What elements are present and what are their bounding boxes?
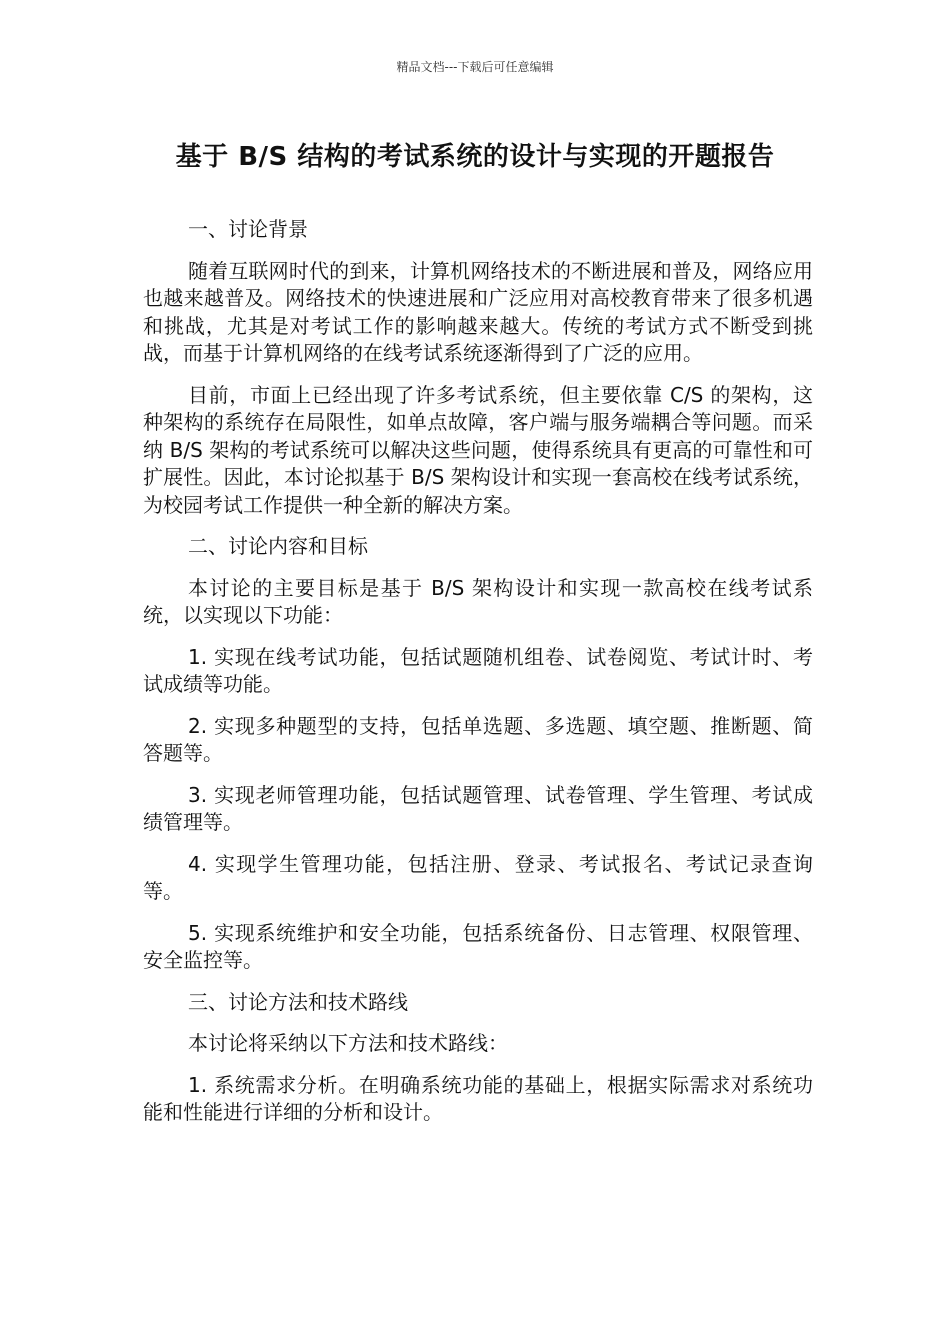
list-item-goal-5: 5. 实现系统维护和安全功能，包括系统备份、日志管理、权限管理、安全监控等。 bbox=[143, 920, 813, 972]
section-heading-content-goals: 二、讨论内容和目标 bbox=[188, 534, 368, 558]
list-item-method-1: 1. 系统需求分析。在明确系统功能的基础上，根据实际需求对系统功能和性能进行详细的分析和设计。 bbox=[143, 1072, 813, 1124]
paragraph-background-2: 目前，市面上已经出现了许多考试系统，但主要依靠 C/S 的架构，这种架构的系统存在局限性，如单点故障，客户端与服务端耦合等问题。而采纳 B/S 架构的考试系统可以解决这些问题，使得系统具有更高的可靠性和可扩展性。因此，本讨论拟基于 B/S 架构设计和实现一套高校在线考试系统，为校园考试工作提供一种全新的解决方案。 bbox=[143, 382, 813, 517]
paragraph-methods-intro: 本讨论将采纳以下方法和技术路线： bbox=[188, 1031, 508, 1055]
list-item-goal-3: 3. 实现老师管理功能，包括试题管理、试卷管理、学生管理、考试成绩管理等。 bbox=[143, 782, 813, 834]
header-note: 精品文档---下载后可任意编辑 bbox=[396, 60, 554, 74]
list-item-goal-2: 2. 实现多种题型的支持，包括单选题、多选题、填空题、推断题、简答题等。 bbox=[143, 713, 813, 765]
section-heading-methods: 三、讨论方法和技术路线 bbox=[188, 989, 408, 1014]
section-heading-background: 一、讨论背景 bbox=[188, 217, 308, 241]
list-item-goal-1: 1. 实现在线考试功能，包括试题随机组卷、试卷阅览、考试计时、考试成绩等功能。 bbox=[143, 644, 813, 696]
paragraph-background-1: 随着互联网时代的到来，计算机网络技术的不断进展和普及，网络应用也越来越普及。网络技术的快速进展和广泛应用对高校教育带来了很多机遇和挑战，尤其是对考试工作的影响越来越大。传统的考试方式不断受到挑战，而基于计算机网络的在线考试系统逐渐得到了广泛的应用。 bbox=[143, 258, 813, 365]
list-item-goal-4: 4. 实现学生管理功能，包括注册、登录、考试报名、考试记录查询等。 bbox=[143, 851, 813, 903]
document-title: 基于 B/S 结构的考试系统的设计与实现的开题报告 bbox=[175, 142, 775, 172]
paragraph-goals-intro: 本讨论的主要目标是基于 B/S 架构设计和实现一款高校在线考试系统，以实现以下功能： bbox=[143, 575, 813, 627]
document-body bbox=[143, 216, 813, 1127]
